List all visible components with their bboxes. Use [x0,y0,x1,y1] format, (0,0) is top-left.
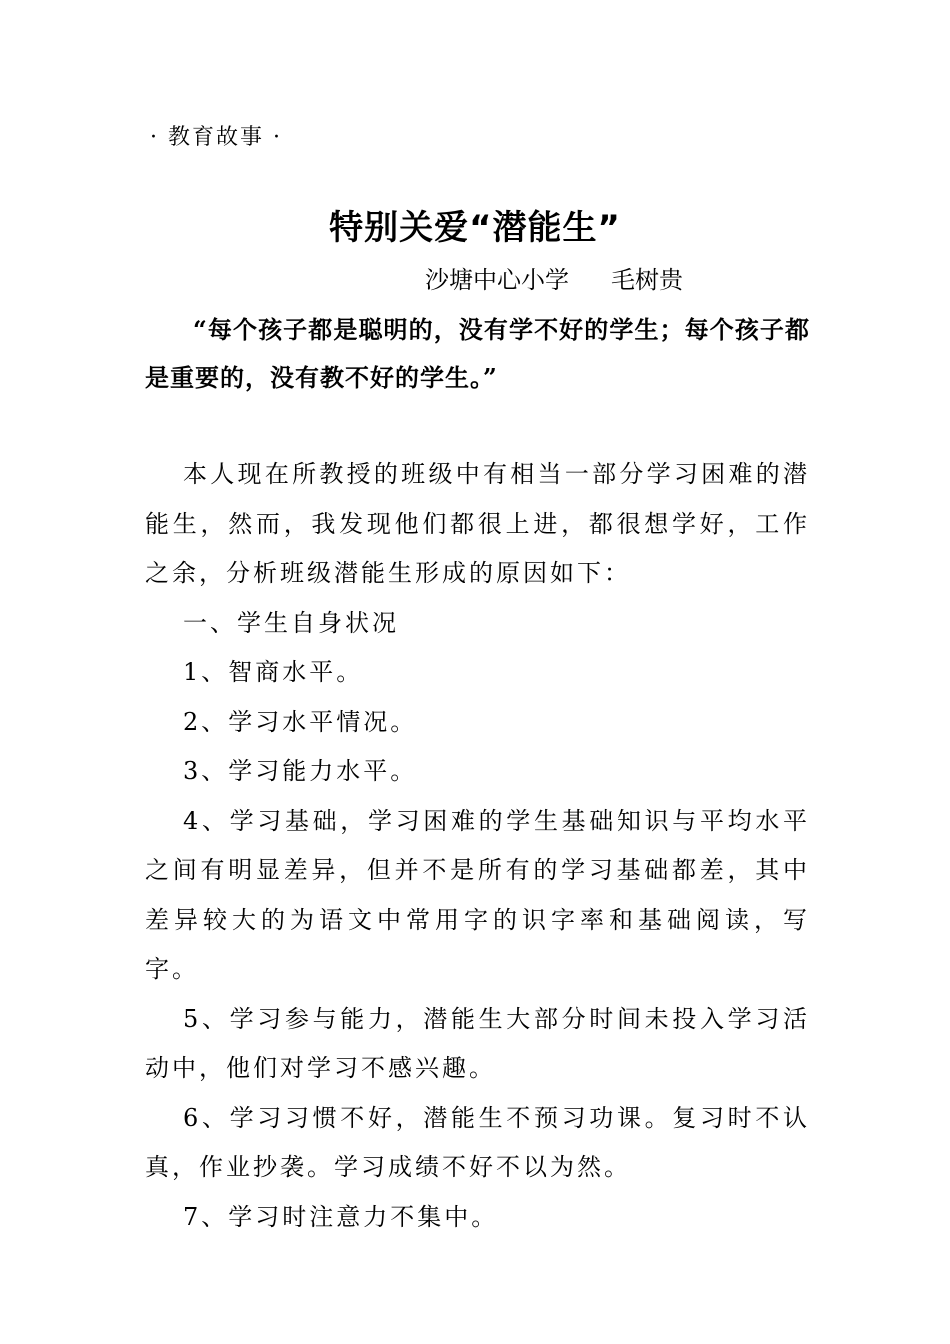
list-item: 6、学习习惯不好，潜能生不预习功课。复习时不认真，作业抄袭。学习成绩不好不以为然。 [145,1103,810,1181]
list-item: 2、学习水平情况。 [183,707,418,736]
list-item: 4、学习基础，学习困难的学生基础知识与平均水平之间有明显差异，但并不是所有的学习基础都差，其中差异较大的为语文中常用字的识字率和基础阅读，写字。 [145,806,810,983]
intro-paragraph: 本人现在所教授的班级中有相当一部分学习困难的潜能生，然而，我发现他们都很上进，都很想学好，工作之余，分析班级潜能生形成的原因如下： [145,460,810,587]
epigraph-quote: “每个孩子都是聪明的，没有学不好的学生；每个孩子都是重要的，没有教不好的学生。” [145,315,810,392]
article-title: 特别关爱“潜能生” [329,208,621,248]
author-name: 毛树贵 [611,266,683,294]
list-item: 1、智商水平。 [183,658,364,686]
section-tag: · 教育故事 · [150,125,282,150]
article-body [145,450,810,1242]
list-item: 3、学习能力水平。 [183,757,418,785]
list-item: 7、学习时注意力不集中。 [183,1202,499,1231]
section-heading: 一、学生自身状况 [183,608,399,637]
byline [425,260,683,295]
school-name: 沙塘中心小学 [425,266,569,294]
list-item: 5、学习参与能力，潜能生大部分时间未投入学习活动中，他们对学习不感兴趣。 [145,1004,810,1082]
